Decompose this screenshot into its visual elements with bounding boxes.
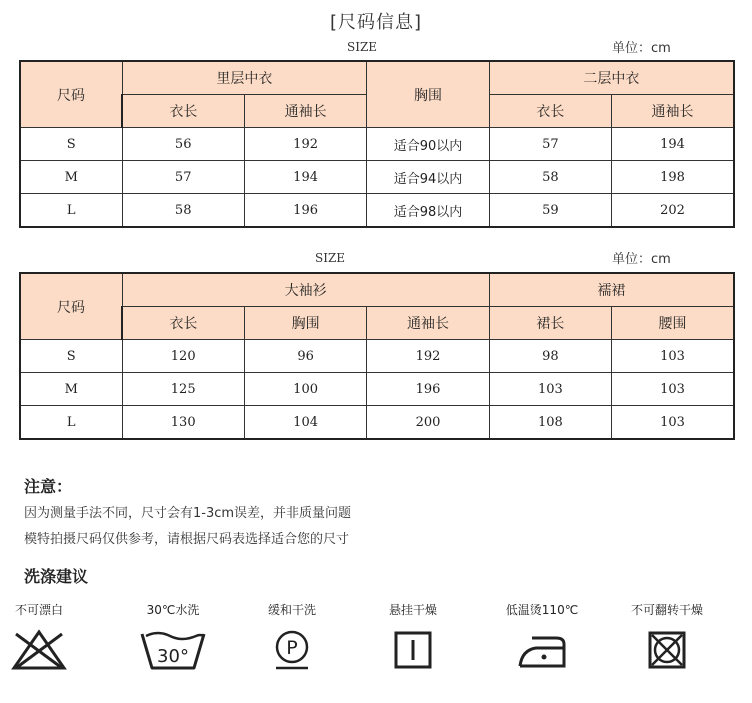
care-label: 不可翻转干燥	[630, 603, 703, 617]
care-item-wash-30	[118, 600, 228, 672]
header-group-inner-layer: 里层中衣	[122, 61, 367, 95]
header-sleeve-length: 通袖长	[244, 95, 366, 128]
table1-size-label: SIZE	[347, 40, 378, 54]
header-size: 尺码	[20, 61, 122, 128]
care-label: 缓和干洗	[267, 603, 316, 617]
cell-value: 57	[489, 128, 611, 161]
cell-value: 103	[612, 406, 734, 440]
size-table-inner-garments	[19, 60, 735, 228]
wash-title: 洗涤建议	[24, 567, 89, 586]
cell-value: 103	[489, 373, 611, 406]
cell-size: M	[20, 161, 122, 194]
table2-unit-label: 单位：cm	[612, 252, 671, 267]
cell-value: 196	[367, 373, 489, 406]
table-row	[20, 406, 734, 440]
line-dry-icon	[391, 628, 435, 672]
care-label: 悬挂干燥	[388, 603, 437, 617]
header-size: 尺码	[20, 273, 122, 340]
cell-value: 59	[489, 194, 611, 228]
cell-value: 56	[122, 128, 244, 161]
cell-value: 192	[367, 340, 489, 373]
cell-size: L	[20, 194, 122, 228]
cell-value: 57	[122, 161, 244, 194]
header-chest: 胸围	[367, 61, 489, 128]
cell-value: 100	[244, 373, 366, 406]
table2-size-label: SIZE	[315, 251, 346, 265]
cell-value: 120	[122, 340, 244, 373]
cell-value: 202	[612, 194, 734, 228]
header-length: 衣长	[489, 95, 611, 128]
table1-unit-label: 单位：cm	[612, 41, 671, 56]
cell-value: 194	[612, 128, 734, 161]
table-row	[20, 373, 734, 406]
cell-value: 200	[367, 406, 489, 440]
care-item-gentle-dry-clean	[237, 600, 347, 672]
header-waist: 腰围	[612, 307, 734, 340]
cell-value: 58	[122, 194, 244, 228]
cell-value: 103	[612, 340, 734, 373]
note-line: 因为测量手法不同，尺寸会有1-3cm误差，并非质量问题	[24, 506, 352, 521]
cell-size: L	[20, 406, 122, 440]
cell-value: 130	[122, 406, 244, 440]
size-table-outer-garments	[19, 272, 735, 440]
notes-title: 注意：	[24, 477, 73, 496]
header-length: 衣长	[122, 307, 244, 340]
table-row	[20, 128, 734, 161]
header-sleeve-length: 通袖长	[367, 307, 489, 340]
table-row	[20, 340, 734, 373]
care-item-line-dry	[358, 600, 468, 672]
care-label: 不可漂白	[14, 603, 63, 617]
cell-value: 196	[244, 194, 366, 228]
cell-size: S	[20, 340, 122, 373]
cell-value: 104	[244, 406, 366, 440]
care-item-no-tumble-dry	[612, 600, 722, 672]
no-tumble-dry-icon	[645, 628, 689, 672]
cell-value: 96	[244, 340, 366, 373]
cell-value: 108	[489, 406, 611, 440]
header-sleeve-length: 通袖长	[612, 95, 734, 128]
no-bleach-icon	[10, 628, 68, 672]
note-line: 模特拍摄尺码仅供参考，请根据尺码表选择适合您的尺寸	[24, 532, 350, 547]
wash-temperature: 30°	[157, 646, 189, 667]
gentle-dry-clean-icon	[270, 628, 314, 672]
header-group-wide-sleeve-robe: 大袖衫	[122, 273, 489, 307]
cell-value: 98	[489, 340, 611, 373]
cell-size: S	[20, 128, 122, 161]
low-iron-icon	[514, 628, 570, 672]
cell-value: 194	[244, 161, 366, 194]
header-skirt-length: 裙长	[489, 307, 611, 340]
cell-chest: 适合94以内	[367, 161, 489, 194]
cell-value: 58	[489, 161, 611, 194]
care-label: 低温烫110℃	[505, 603, 579, 617]
cell-value: 103	[612, 373, 734, 406]
cell-size: M	[20, 373, 122, 406]
dry-clean-letter: P	[286, 637, 298, 659]
header-group-second-layer: 二层中衣	[489, 61, 734, 95]
care-item-no-bleach	[0, 600, 94, 672]
table-row	[20, 194, 734, 228]
cell-value: 125	[122, 373, 244, 406]
header-group-ruqun-skirt: 襦裙	[489, 273, 734, 307]
care-item-low-iron	[487, 600, 597, 672]
cell-chest: 适合90以内	[367, 128, 489, 161]
cell-chest: 适合98以内	[367, 194, 489, 228]
cell-value: 198	[612, 161, 734, 194]
page-title: [尺码信息]	[329, 12, 423, 33]
table-row	[20, 161, 734, 194]
cell-value: 192	[244, 128, 366, 161]
care-label: 30℃水洗	[146, 603, 200, 617]
header-length: 衣长	[122, 95, 244, 128]
wash-30-icon	[138, 628, 208, 672]
header-chest: 胸围	[244, 307, 366, 340]
